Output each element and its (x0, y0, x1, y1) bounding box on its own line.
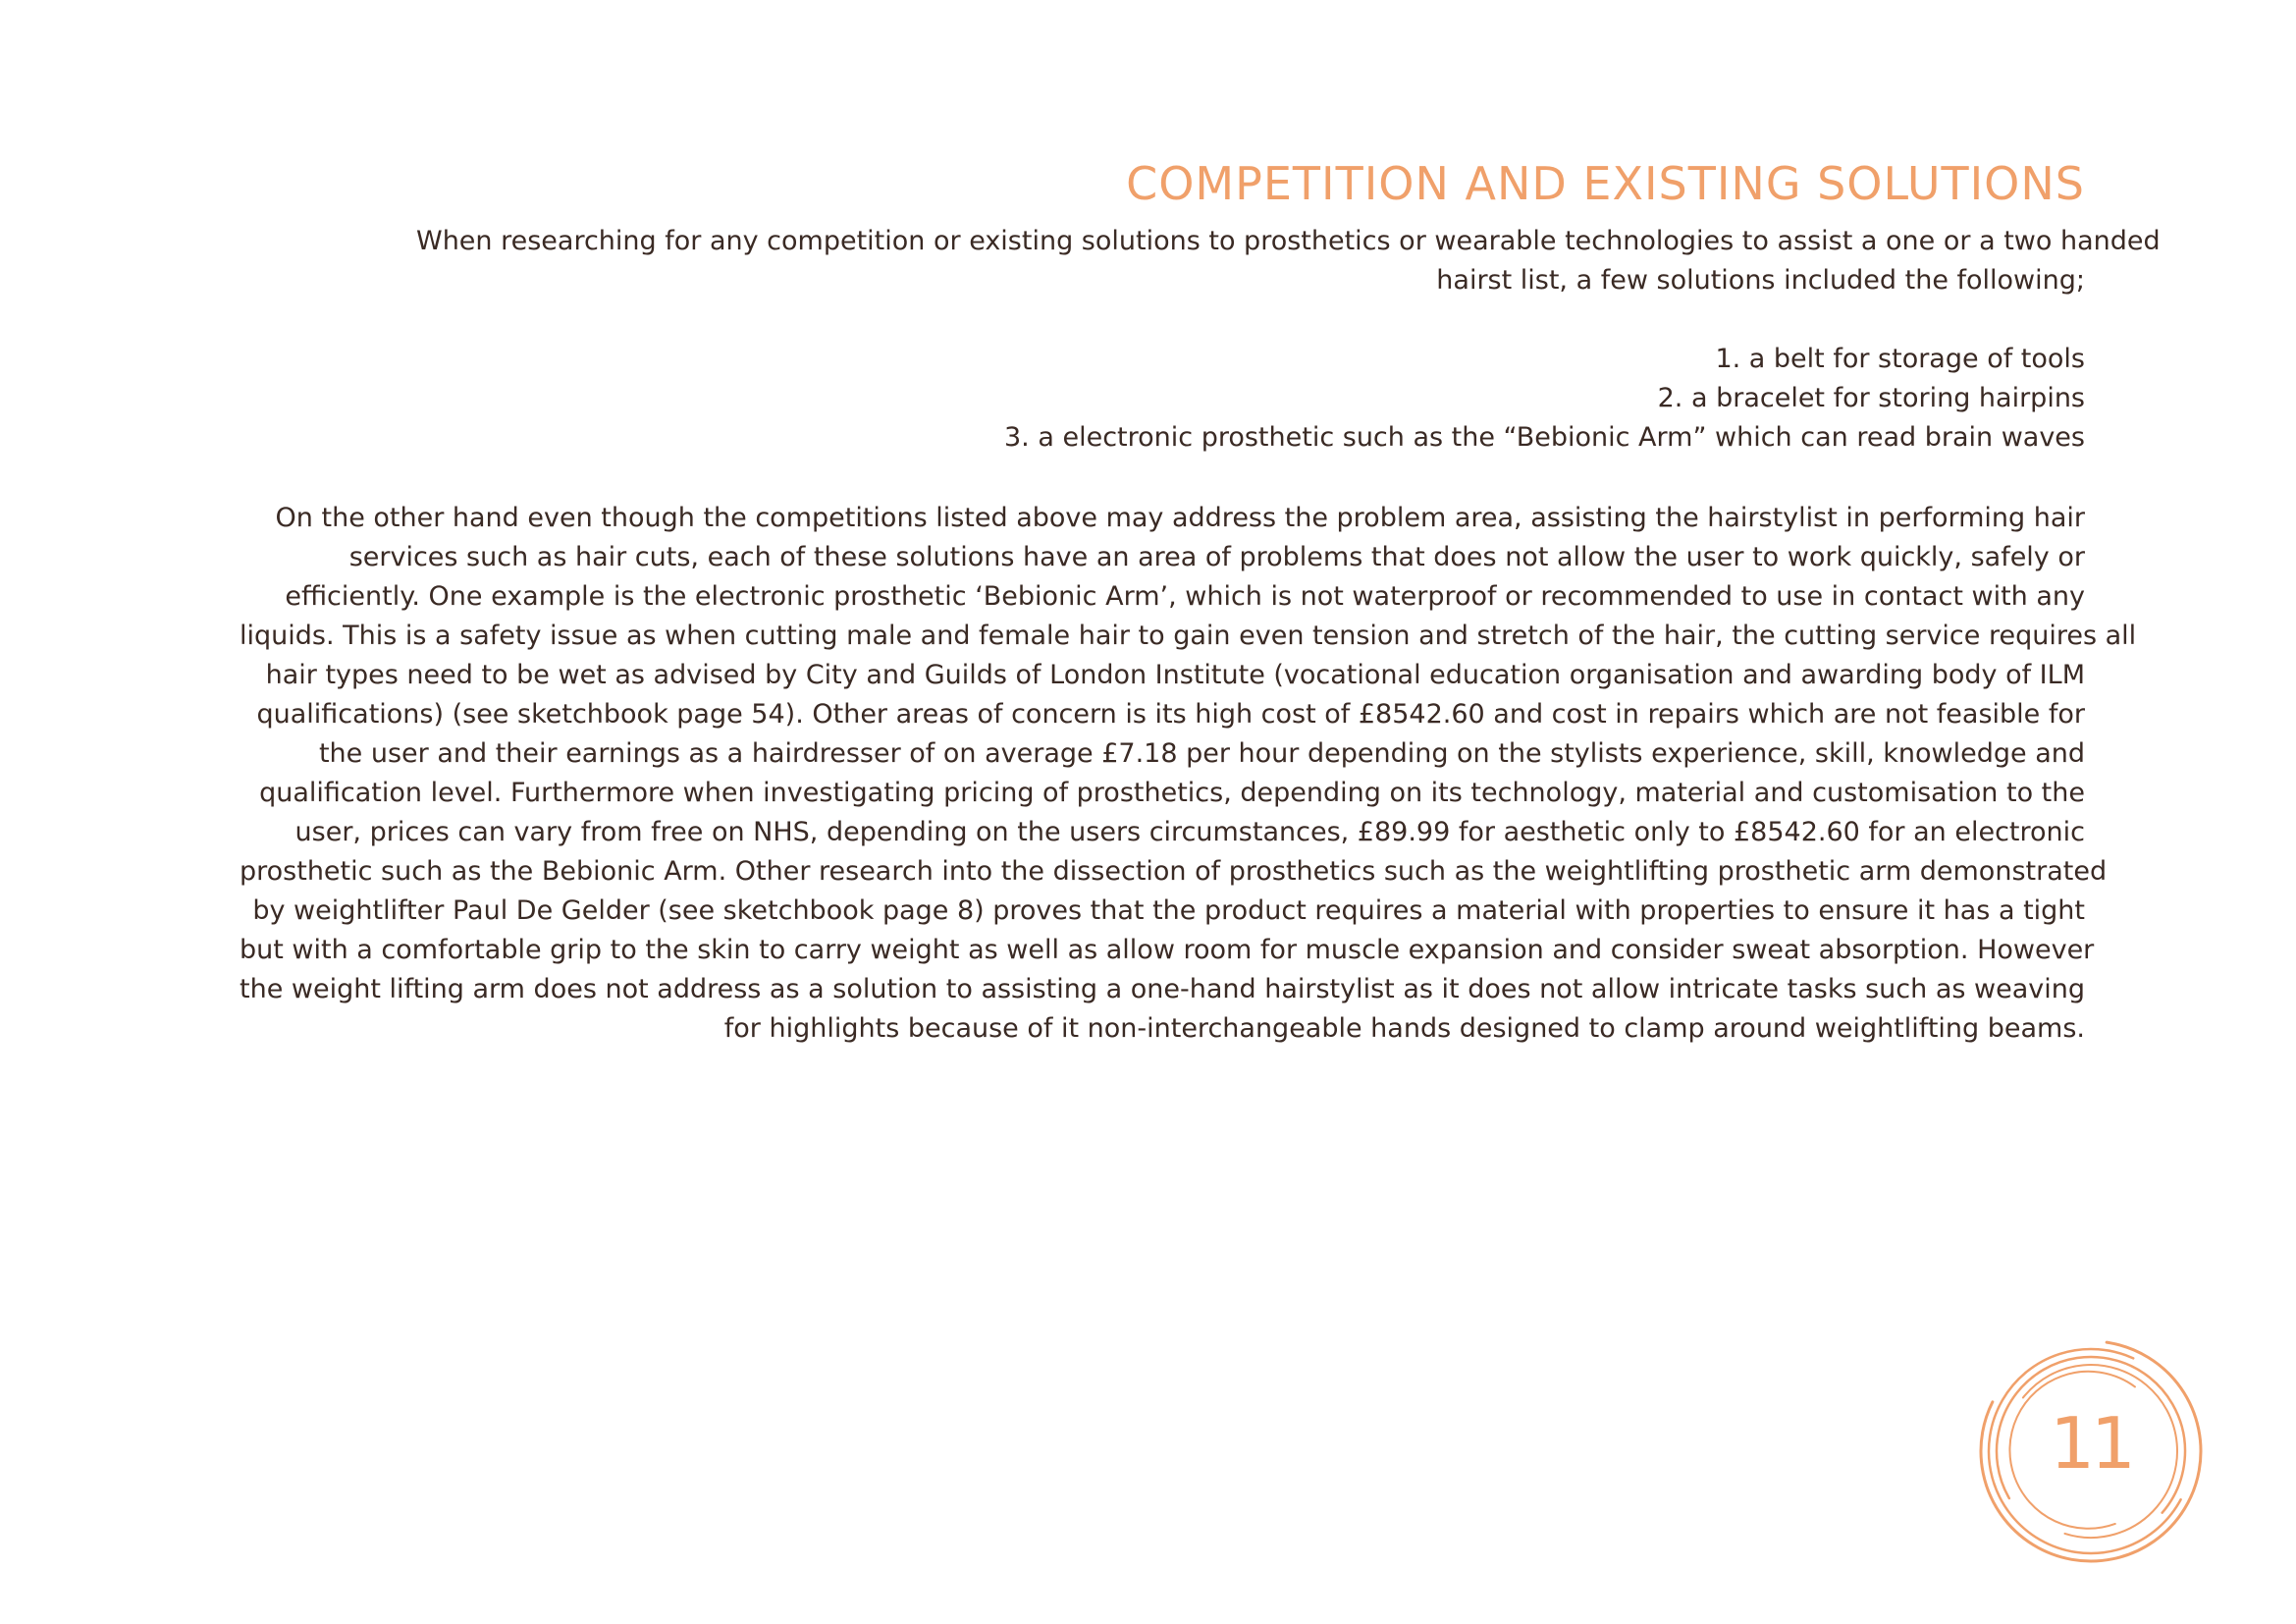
page-title: COMPETITION AND EXISTING SOLUTIONS (1126, 157, 2085, 210)
body-line: hair types need to be wet as advised by City and Guilds of London Institute (vocational education organisation and awarding body of ILM (265, 660, 2085, 690)
body-line: On the other hand even though the competitions listed above may address the problem area, assisting the hairstylist in performing hair (275, 503, 2085, 533)
solutions-list (1004, 340, 2085, 458)
body-line: but with a comfortable grip to the skin to carry weight as well as allow room for muscle expansion and consider sweat absorption. However (240, 935, 2095, 965)
body-line: efficiently. One example is the electronic prosthetic ‘Bebionic Arm’, which is not waterproof or recommended to use in contact with any (285, 581, 2085, 612)
intro-line: hairst list, a few solutions included the following; (1436, 265, 2085, 296)
body-line: the weight lifting arm does not address as a solution to assisting a one-hand hairstylist as it does not allow intricate tasks such as weaving (240, 974, 2085, 1004)
body-paragraph (240, 499, 2137, 1049)
list-item: 3. a electronic prosthetic such as the “Bebionic Arm” which can read brain waves (1004, 422, 2085, 453)
body-line: liquids. This is a safety issue as when cutting male and female hair to gain even tension and stretch of the hair, the cutting service requires all (240, 621, 2137, 651)
body-line: prosthetic such as the Bebionic Arm. Other research into the dissection of prosthetics such as the weightlifting prosthetic arm demonstrated (240, 856, 2108, 887)
intro-paragraph (416, 222, 2161, 300)
body-line: the user and their earnings as a hairdresser of on average £7.18 per hour depending on the stylists experience, skill, knowledge and (318, 738, 2085, 769)
list-item: 2. a bracelet for storing hairpins (1657, 383, 2085, 413)
body-line: user, prices can vary from free on NHS, depending on the users circumstances, £89.99 for aesthetic only to £8542.60 for an electronic (294, 817, 2085, 847)
list-item: 1. a belt for storage of tools (1715, 344, 2085, 374)
body-line: qualifications) (see sketchbook page 54). Other areas of concern is its high cost of £8542.60 and cost in repairs which are not feasible for (256, 699, 2085, 730)
body-line: for highlights because of it non-interchangeable hands designed to clamp around weightlifting beams. (723, 1013, 2085, 1044)
body-line: by weightlifter Paul De Gelder (see sketchbook page 8) proves that the product requires a material with properties to ensure it has a tight (252, 895, 2085, 926)
intro-line: When researching for any competition or existing solutions to prosthetics or wearable technologies to assist a one or a two handed (416, 226, 2161, 256)
body-line: qualification level. Furthermore when investigating pricing of prosthetics, depending on its technology, material and customisation to the (259, 778, 2085, 808)
body-line: services such as hair cuts, each of these solutions have an area of problems that does not allow the user to work quickly, safely or (348, 542, 2085, 572)
page-number: 11 (2050, 1402, 2132, 1485)
